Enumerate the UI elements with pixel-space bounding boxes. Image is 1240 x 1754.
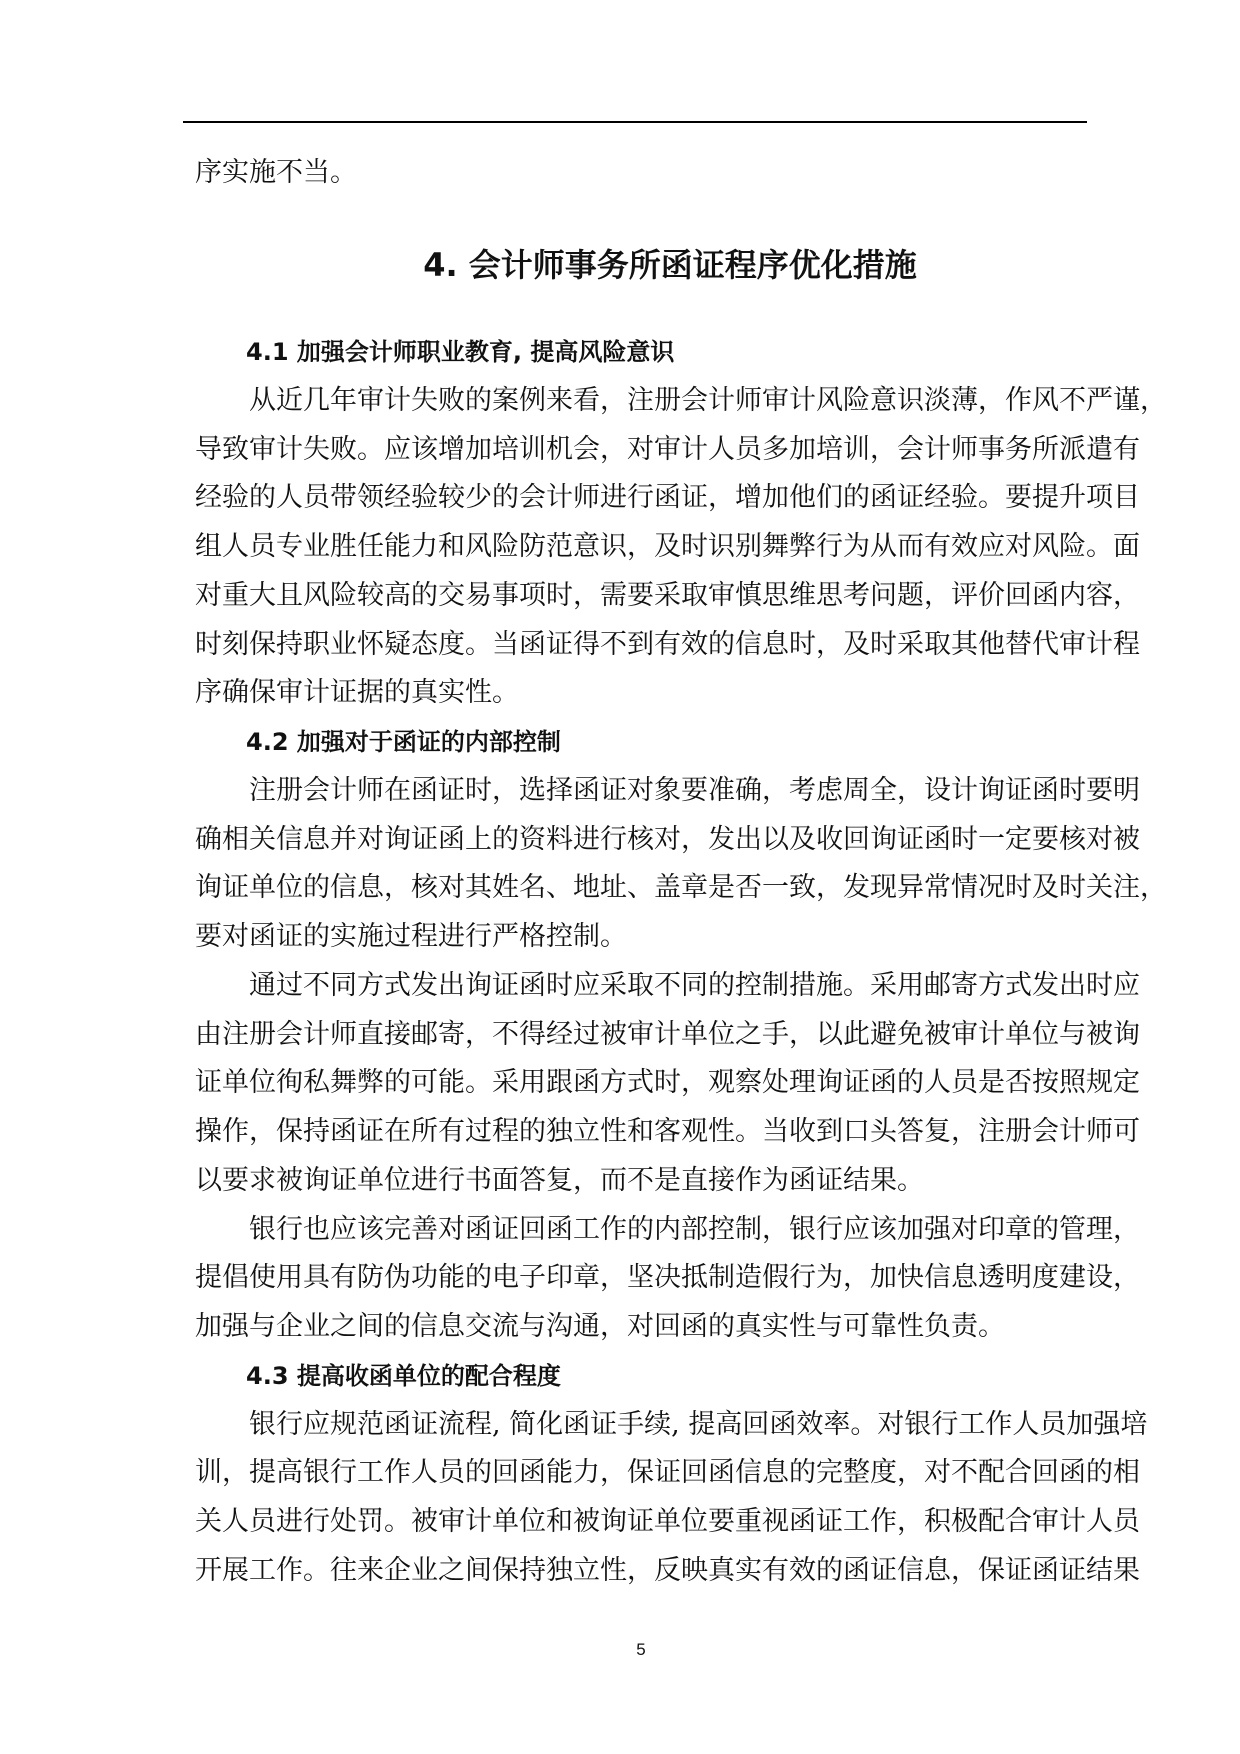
section-heading: 4.1 加强会计师职业教育, 提高风险意识 <box>246 338 675 366</box>
paragraph-line: 由注册会计师直接邮寄，不得经过被审计单位之手，以此避免被审计单位与被询 <box>195 1018 1140 1050</box>
paragraph <box>195 1206 1140 1352</box>
paragraph-line: 操作，保持函证在所有过程的独立性和客观性。当收到口头答复，注册会计师可 <box>195 1116 1140 1147</box>
paragraph-line: 时刻保持职业怀疑态度。当函证得不到有效的信息时，及时采取其他替代审计程 <box>195 628 1140 660</box>
paragraph-line: 组人员专业胜任能力和风险防范意识，及时识别舞弊行为从而有效应对风险。面 <box>195 531 1140 562</box>
paragraph-line: 以要求被询证单位进行书面答复，而不是直接作为函证结果。 <box>195 1164 924 1196</box>
paragraph-line: 关人员进行处罚。被审计单位和被询证单位要重视函证工作，积极配合审计人员 <box>195 1506 1140 1537</box>
paragraph-line: 要对函证的实施过程进行严格控制。 <box>195 921 627 952</box>
section-heading: 4.2 加强对于函证的内部控制 <box>246 728 561 756</box>
paragraph-line: 训，提高银行工作人员的回函能力，保证回函信息的完整度，对不配合回函的相 <box>195 1457 1140 1489</box>
section-heading: 4.3 提高收函单位的配合程度 <box>246 1361 561 1390</box>
paragraph <box>195 767 1167 962</box>
header-rule <box>183 121 1087 123</box>
paragraph-line: 对重大且风险较高的交易事项时，需要采取审慎思维思考问题，评价回函内容， <box>195 579 1140 611</box>
document-body <box>195 328 1167 1596</box>
paragraph-line: 导致审计失败。应该增加培训机会，对审计人员多加培训，会计师事务所派遣有 <box>195 433 1140 465</box>
paragraph-line: 加强与企业之间的信息交流与沟通，对回函的真实性与可靠性负责。 <box>195 1311 1005 1342</box>
paragraph-line: 证单位徇私舞弊的可能。采用跟函方式时，观察处理询证函的人员是否按照规定 <box>195 1067 1140 1099</box>
chapter-title: 4. 会计师事务所函证程序优化措施 <box>423 246 917 284</box>
paragraph-line: 从近几年审计失败的案例来看，注册会计师审计风险意识淡薄，作风不严谨， <box>249 384 1167 416</box>
paragraph-line: 询证单位的信息，核对其姓名、地址、盖章是否一致，发现异常情况时及时关注， <box>195 872 1167 904</box>
paragraph <box>195 1401 1148 1596</box>
page-number: 5 <box>636 1640 646 1659</box>
paragraph-line: 银行应规范函证流程, 简化函证手续, 提高回函效率。对银行工作人员加强培 <box>249 1408 1148 1440</box>
carry-over-text: 序实施不当。 <box>195 157 357 188</box>
paragraph-line: 经验的人员带领经验较少的会计师进行函证，增加他们的函证经验。要提升项目 <box>195 482 1140 514</box>
paragraph-line: 银行也应该完善对函证回函工作的内部控制，银行应该加强对印章的管理， <box>249 1213 1140 1245</box>
paragraph-line: 注册会计师在函证时，选择函证对象要准确，考虑周全，设计询证函时要明 <box>249 774 1140 806</box>
paragraph-line: 确相关信息并对询证函上的资料进行核对，发出以及收回询证函时一定要核对被 <box>195 823 1140 855</box>
paragraph-line: 序确保审计证据的真实性。 <box>195 677 519 709</box>
paragraph <box>195 377 1167 718</box>
paragraph-line: 开展工作。往来企业之间保持独立性，反映真实有效的函证信息，保证函证结果 <box>195 1554 1140 1586</box>
paragraph-line: 通过不同方式发出询证函时应采取不同的控制措施。采用邮寄方式发出时应 <box>249 969 1140 1001</box>
paragraph-line: 提倡使用具有防伪功能的电子印章，坚决抵制造假行为，加快信息透明度建设， <box>195 1262 1140 1294</box>
paragraph <box>195 962 1140 1206</box>
